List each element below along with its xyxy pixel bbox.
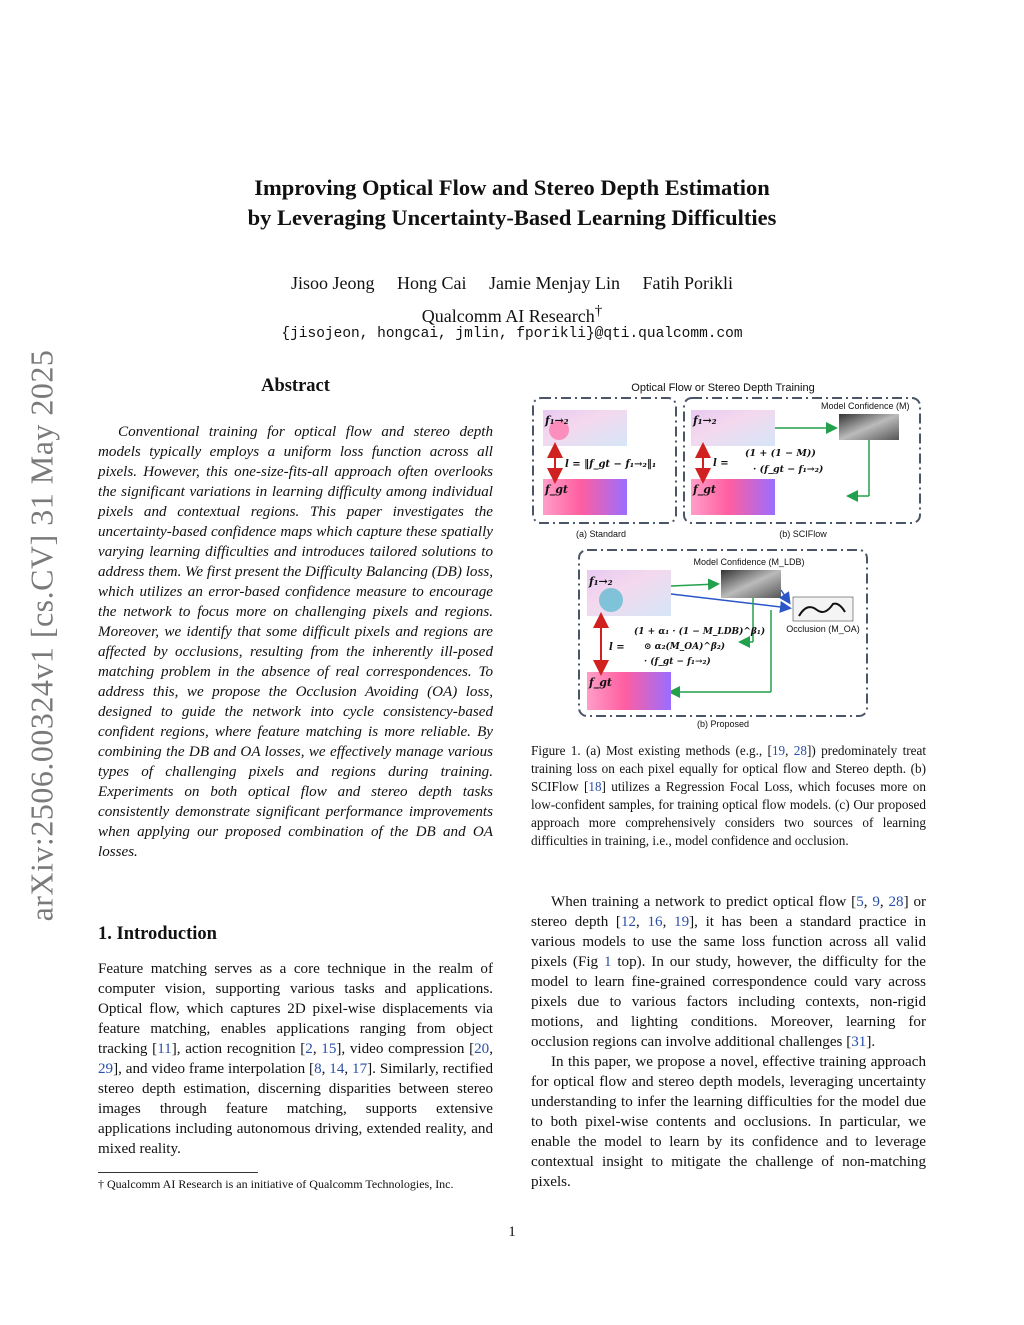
paper-title	[0, 173, 1024, 233]
right-column-text	[531, 892, 926, 1192]
label-standard: (a) Standard	[575, 529, 627, 539]
author-3: Jamie Menjay Lin	[489, 273, 620, 293]
citation-link[interactable]: 8	[314, 1061, 322, 1077]
figure-link[interactable]: 1	[603, 954, 612, 970]
citation-link[interactable]: 16	[647, 914, 663, 930]
citation-link[interactable]: 18	[588, 779, 602, 794]
citation-link[interactable]: 19	[771, 743, 786, 758]
occlusion-label: Occlusion (M_OA)	[786, 624, 860, 634]
citation-link[interactable]: 5	[856, 894, 864, 910]
loss-formula-sciflow-1: (1 + (1 − M))	[745, 448, 816, 459]
f12-label-b: f₁→₂	[693, 414, 717, 427]
confidence-map	[839, 414, 899, 440]
confidence-map-ldb	[721, 570, 781, 598]
citation-link[interactable]: 9	[872, 894, 880, 910]
affiliation-mark: †	[594, 303, 603, 319]
author-1: Jisoo Jeong	[291, 273, 375, 293]
label-sciflow: (b) SCIFlow	[779, 529, 827, 539]
citation-link[interactable]: 31	[851, 1034, 867, 1050]
occ-arrow-c2	[781, 590, 789, 602]
citation-link[interactable]: 28	[888, 894, 904, 910]
paragraph-2: In this paper, we propose a novel, effective training approach for optical flow and stereo depth models, leveraging uncertainty understanding to infer the learning difficulties for the model due to both pixel-wise contents and occlusions. In particular, we enable the model to learn by its confidence and to leverage contextual insight to mitigate the challenge of non-matching pixels.	[531, 1054, 926, 1190]
loss-formula-proposed-2: ⊙ α₂(M_OA)^β₂)	[644, 642, 726, 652]
affiliation-name: Qualcomm AI Research	[421, 306, 595, 326]
fgt-label: f_gt	[545, 483, 569, 496]
label-proposed: (b) Proposed	[696, 719, 750, 729]
loss-formula-proposed-3: · (f_gt − f₁→₂)	[644, 657, 711, 667]
citation-link[interactable]: 11	[157, 1041, 172, 1057]
loss-formula-standard: l = ‖f_gt − f₁→₂‖₁	[565, 459, 657, 470]
fgt-label-c: f_gt	[589, 676, 613, 689]
author-list	[0, 270, 1024, 297]
flow-map-blob-c	[599, 588, 623, 612]
figure-top-title: Optical Flow or Stereo Depth Training	[631, 382, 815, 394]
citation-link[interactable]: 2	[305, 1041, 313, 1057]
author-2: Hong Cai	[397, 273, 467, 293]
citation-link[interactable]: 12	[620, 914, 637, 930]
paragraph-1: When training a network to predict optical flow [5, 9, 28] or stereo depth [12, 16, 19], it has been a standard practice in various models to use the same loss function across all valid pixels (Fig 1 top). In our study, however, the difficulty for the model to learn fine-grained correspondence could vary across pixels due to various factors including contexts, non-rigid motions, and lighting conditions. Moreover, learning for occlusion regions can involve additional challenges [31].	[531, 894, 927, 1050]
arxiv-identifier: arXiv:2506.00324v1 [cs.CV] 31 May 2025	[23, 349, 60, 922]
citation-link[interactable]: 17	[352, 1061, 368, 1077]
abstract-heading: Abstract	[261, 376, 330, 396]
figure-1-diagram	[531, 380, 926, 735]
citation-link[interactable]: 20	[474, 1041, 490, 1057]
fgt-label-b: f_gt	[693, 483, 717, 496]
introduction-text: Feature matching serves as a core technique in the realm of computer vision, supporting various tasks and applications. Optical flow, which captures 2D pixel-wise displacements via feature matching, enables applications ranging from object tracking [11], action recognition [2, 15], video compression [20, 29], and video frame interpolation [8, 14, 17]. Similarly, rectified stereo depth estimation, discerning disparities between stereo images through feature matching, supports extensive applications including autonomous driving, extended reality, and mixed reality.	[98, 961, 493, 1157]
citation-link[interactable]: 14	[329, 1061, 345, 1077]
title-line-2: by Leveraging Uncertainty-Based Learning Difficulties	[247, 205, 777, 230]
f12-label: f₁→₂	[545, 414, 569, 427]
l-eq-c: l =	[609, 642, 625, 653]
citation-link[interactable]: 29	[98, 1061, 114, 1077]
author-4: Fatih Porikli	[642, 273, 733, 293]
introduction-heading: 1. Introduction	[98, 924, 217, 944]
author-emails: {jisojeon, hongcai, jmlin, fporikli}@qti.qualcomm.com	[281, 326, 743, 342]
figure-1-caption: Figure 1. (a) Most existing methods (e.g., [19, 28]) predominately treat training loss on each pixel equally for optical flow and Stereo depth. (b) SCIFlow [18] utilizes a Regression Focal Loss, which focuses more on low-confident samples, for training optical flow models. (c) Our proposed approach more comprehensively considers two sources of learning difficulties in training, i.e., model confidence and occlusion.	[531, 743, 927, 848]
footnote: † Qualcomm AI Research is an initiative of Qualcomm Technologies, Inc.	[98, 1177, 454, 1191]
citation-link[interactable]: 28	[793, 743, 807, 758]
conf-arrow-c	[671, 584, 717, 586]
l-eq-b: l =	[713, 458, 729, 469]
loss-formula-proposed-1: (1 + α₁ · (1 − M_LDB)^β₁)	[634, 627, 766, 637]
page-number: 1	[508, 1224, 516, 1240]
f12-label-c: f₁→₂	[589, 575, 613, 588]
footnote-divider	[98, 1172, 258, 1173]
title-line-1: Improving Optical Flow and Stereo Depth Estimation	[254, 175, 770, 200]
model-confidence-ldb-label: Model Confidence (M_LDB)	[693, 557, 805, 567]
citation-link[interactable]: 19	[674, 914, 690, 930]
abstract-text: Conventional training for optical flow and stereo depth models typically employs a uniform loss function across all pixels. However, this one-size-fits-all approach often overlooks the significant variations in learning difficulty among individual pixels and contextual regions. This paper investigates the uncertainty-based confidence maps which capture these spatially varying learning difficulties and introduces tailored solutions to address them. We first present the Difficulty Balancing (DB) loss, which utilizes an error-based confidence measure to encourage the network to focus more on challenging pixels and regions. Moreover, we identify that some difficult pixels and regions are affected by occlusions, resulting from the inherently ill-posed matching problem in the absence of real correspondences. To address this, we propose the Occlusion Avoiding (OA) loss, designed to guide the network into cycle consistency-based confident regions, where feature matching is more reliable. By combining the DB and OA losses, we effectively manage various types of challenging pixels and regions during training. Experiments on both optical flow and stereo depth tasks consistently demonstrate significant performance improvements when applying our proposed combination of the DB and OA losses.	[98, 424, 493, 860]
citation-link[interactable]: 15	[321, 1041, 337, 1057]
model-confidence-label: Model Confidence (M)	[821, 401, 910, 411]
loss-formula-sciflow-2: · (f_gt − f₁→₂)	[753, 464, 824, 475]
